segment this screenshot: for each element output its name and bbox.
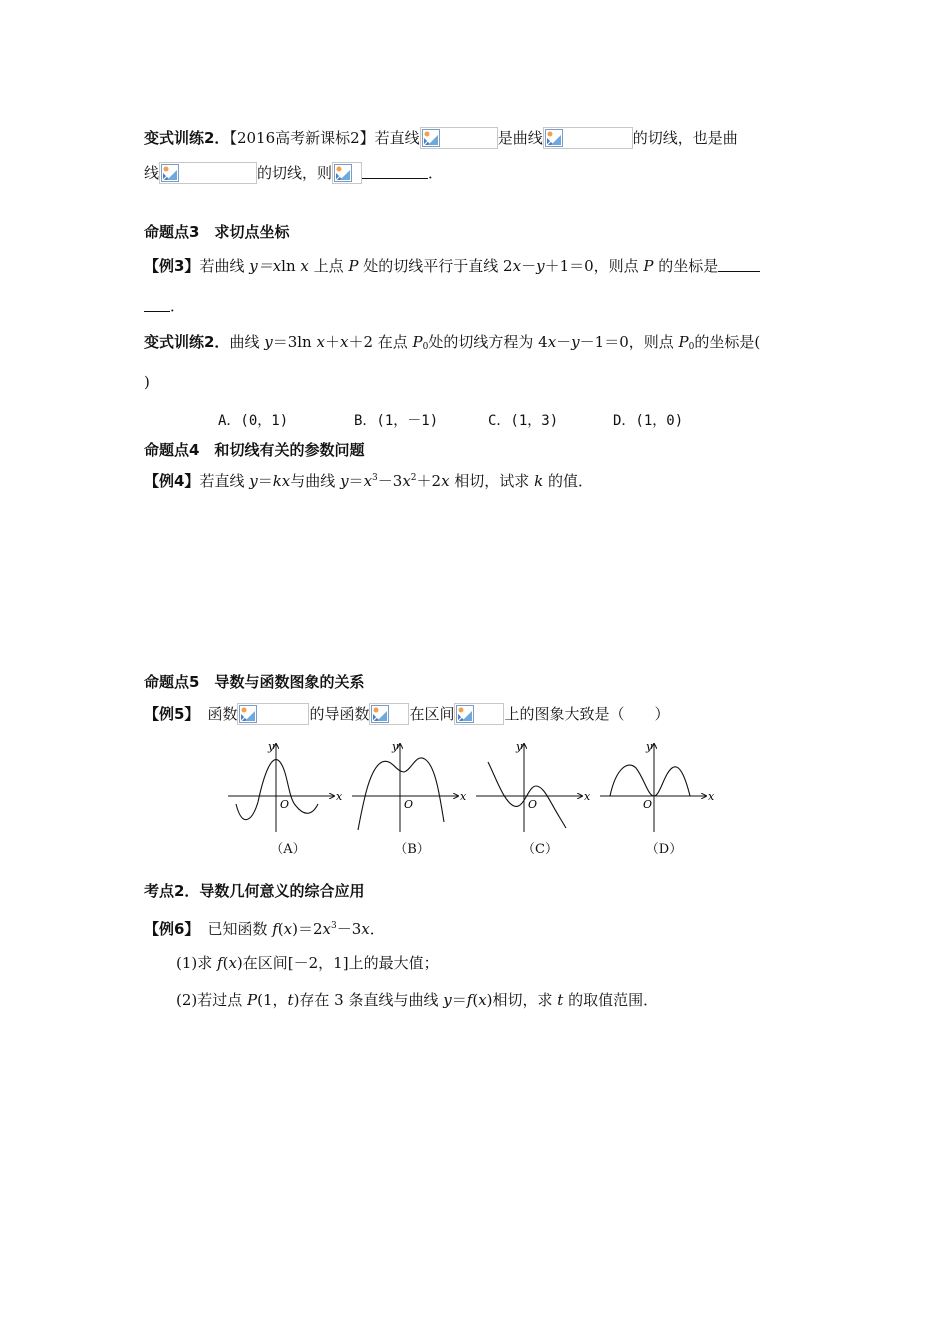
answer-blank bbox=[362, 164, 428, 179]
text: 在区间 bbox=[409, 705, 455, 723]
curve bbox=[488, 762, 566, 828]
text: 的导函数 bbox=[309, 705, 370, 723]
math: P bbox=[412, 333, 423, 351]
broken-image-icon bbox=[161, 164, 179, 182]
text: 处的切线平行于直线 2 bbox=[358, 257, 513, 275]
math: P bbox=[348, 257, 359, 275]
x-label: x bbox=[708, 790, 714, 803]
text: －3 bbox=[336, 920, 362, 938]
example6-line bbox=[144, 916, 385, 939]
text: 上点 bbox=[308, 257, 349, 275]
graph-d-label: （D） bbox=[645, 842, 683, 857]
math: x bbox=[402, 472, 411, 490]
text: )在区间[－2，1]上的最大值； bbox=[236, 954, 439, 972]
text: )存在 3 条直线与曲线 bbox=[293, 991, 444, 1009]
kaodian2-heading: 考点2．导数几何意义的综合应用 bbox=[144, 882, 365, 900]
option-c: C．(1，3) bbox=[488, 413, 559, 429]
graph-c-label: （C） bbox=[522, 842, 558, 857]
text: 的值． bbox=[543, 472, 593, 490]
subscript: 0 bbox=[688, 342, 695, 352]
example6-question2 bbox=[176, 990, 658, 1010]
y-label: y bbox=[268, 740, 275, 753]
text: ( bbox=[277, 920, 284, 938]
text: (1)求 bbox=[176, 954, 218, 972]
text: ln bbox=[281, 257, 301, 275]
broken-image-icon bbox=[371, 705, 389, 723]
variant2a-source: 【2016高考新课标2】 bbox=[229, 129, 375, 147]
text: 的切线，则 bbox=[257, 164, 333, 182]
origin-label: O bbox=[280, 798, 290, 811]
example4-label: 【例4】 bbox=[144, 472, 200, 490]
math: x bbox=[363, 472, 373, 490]
math: P bbox=[678, 333, 689, 351]
math: P bbox=[643, 257, 654, 275]
text: ． bbox=[369, 920, 385, 938]
graph-c bbox=[474, 738, 590, 834]
text: 曲线 bbox=[229, 333, 265, 351]
text: )＝2 bbox=[292, 920, 323, 938]
subscript: 0 bbox=[422, 342, 429, 352]
math: x bbox=[228, 954, 237, 972]
variant2a-label: 变式训练2． bbox=[144, 129, 230, 147]
text: ＋2 bbox=[416, 472, 442, 490]
y-label: y bbox=[646, 740, 653, 753]
text: 是曲线 bbox=[497, 129, 543, 147]
text: － bbox=[556, 333, 572, 351]
graph-a-label: （A） bbox=[270, 842, 306, 857]
superscript: 3 bbox=[372, 473, 378, 483]
answer-blank bbox=[718, 257, 760, 272]
y-label: y bbox=[392, 740, 399, 753]
text: ＝ bbox=[348, 472, 364, 490]
y-label: y bbox=[516, 740, 523, 753]
variant2b-label: 变式训练2． bbox=[144, 333, 230, 351]
text: 已知函数 bbox=[207, 920, 273, 938]
math: x bbox=[441, 472, 450, 490]
math: kx bbox=[272, 472, 291, 490]
text: ＝ bbox=[451, 991, 467, 1009]
text: (2)若过点 bbox=[176, 991, 248, 1009]
example5-line bbox=[144, 703, 670, 725]
graph-a bbox=[226, 738, 342, 834]
option-d: D．(1，0) bbox=[613, 413, 684, 429]
example5-label: 【例5】 bbox=[144, 705, 200, 723]
math: t bbox=[287, 991, 294, 1009]
math: y bbox=[443, 991, 452, 1009]
text: ＋2 在点 bbox=[348, 333, 413, 351]
math: t bbox=[557, 991, 564, 1009]
formula-image-placeholder bbox=[237, 703, 309, 725]
math: f bbox=[466, 991, 473, 1009]
x-label: x bbox=[460, 790, 466, 803]
topic4-heading: 命题点4 和切线有关的参数问题 bbox=[144, 441, 365, 459]
variant2b-line2 bbox=[144, 372, 150, 392]
example4-line bbox=[144, 468, 593, 491]
broken-image-icon bbox=[545, 129, 563, 147]
math: P bbox=[247, 991, 258, 1009]
text: 上的图象大致是（ ） bbox=[504, 705, 670, 723]
text: ． bbox=[428, 164, 444, 182]
broken-image-icon bbox=[334, 164, 352, 182]
text: ＋1＝0，则点 bbox=[544, 257, 644, 275]
math: x bbox=[300, 257, 309, 275]
text: ＝3ln bbox=[272, 333, 317, 351]
math: y bbox=[249, 472, 258, 490]
text: 的切线，也是曲 bbox=[632, 129, 738, 147]
curve bbox=[358, 758, 444, 830]
text: 的取值范围． bbox=[563, 991, 659, 1009]
topic5-heading: 命题点5 导数与函数图象的关系 bbox=[144, 673, 365, 691]
option-b: B．(1，－1) bbox=[354, 413, 439, 429]
example3-line1 bbox=[144, 256, 760, 276]
example6-question1 bbox=[176, 953, 439, 973]
math: k bbox=[534, 472, 544, 490]
formula-image-placeholder bbox=[454, 703, 504, 725]
math: y bbox=[340, 472, 349, 490]
math: y bbox=[264, 333, 273, 351]
math: x bbox=[478, 991, 487, 1009]
formula-image-placeholder bbox=[159, 162, 257, 184]
broken-image-icon bbox=[422, 129, 440, 147]
math: x bbox=[283, 920, 293, 938]
math: y bbox=[536, 257, 545, 275]
text: 的坐标是 bbox=[653, 257, 719, 275]
text: 的坐标是( bbox=[694, 333, 761, 351]
x-label: x bbox=[336, 790, 342, 803]
text: ) bbox=[144, 373, 150, 391]
graph-b-label: （B） bbox=[394, 842, 430, 857]
curve bbox=[610, 765, 690, 796]
text: －3 bbox=[377, 472, 403, 490]
text: 线 bbox=[144, 164, 160, 182]
math: x bbox=[339, 333, 349, 351]
broken-image-icon bbox=[456, 705, 474, 723]
text: ( bbox=[472, 991, 479, 1009]
origin-label: O bbox=[528, 798, 538, 811]
variant2a-line2 bbox=[144, 162, 443, 184]
graph-b bbox=[350, 738, 466, 834]
formula-image-placeholder bbox=[543, 127, 633, 149]
answer-blank bbox=[144, 297, 170, 312]
superscript: 2 bbox=[410, 473, 417, 483]
origin-label: O bbox=[643, 798, 653, 811]
formula-image-placeholder bbox=[420, 127, 498, 149]
math: x bbox=[512, 257, 522, 275]
math: y＝x bbox=[249, 257, 282, 275]
text: ． bbox=[170, 297, 186, 315]
text: 相切，试求 bbox=[449, 472, 535, 490]
graph-d bbox=[598, 738, 714, 834]
variant2a-line1 bbox=[144, 127, 738, 149]
option-a: A．(0，1) bbox=[218, 413, 289, 429]
math: f bbox=[217, 954, 223, 972]
text: ＋ bbox=[324, 333, 340, 351]
curve bbox=[236, 760, 318, 820]
text: － bbox=[521, 257, 537, 275]
math: x bbox=[316, 333, 325, 351]
text: 若直线 bbox=[199, 472, 250, 490]
math: x bbox=[361, 920, 370, 938]
text: 函数 bbox=[207, 705, 238, 723]
example3-label: 【例3】 bbox=[144, 257, 200, 275]
text: －1＝0，则点 bbox=[579, 333, 679, 351]
math: x bbox=[322, 920, 331, 938]
text: ( bbox=[222, 954, 229, 972]
math: x bbox=[547, 333, 557, 351]
text: 与曲线 bbox=[290, 472, 341, 490]
origin-label: O bbox=[404, 798, 414, 811]
math: y bbox=[571, 333, 580, 351]
text: 若直线 bbox=[374, 129, 420, 147]
text: )相切，求 bbox=[486, 991, 558, 1009]
formula-image-placeholder bbox=[332, 162, 362, 184]
superscript: 3 bbox=[330, 921, 337, 931]
formula-image-placeholder bbox=[369, 703, 409, 725]
text: 处的切线方程为 4 bbox=[428, 333, 548, 351]
text: 若曲线 bbox=[199, 257, 250, 275]
broken-image-icon bbox=[239, 705, 257, 723]
math: f bbox=[272, 920, 278, 938]
text: ＝ bbox=[257, 472, 273, 490]
text: (1， bbox=[257, 991, 288, 1009]
variant2b-line1 bbox=[144, 332, 760, 357]
topic3-heading: 命题点3 求切点坐标 bbox=[144, 223, 290, 241]
example3-line2 bbox=[144, 296, 185, 316]
x-label: x bbox=[584, 790, 590, 803]
example6-label: 【例6】 bbox=[144, 920, 200, 938]
